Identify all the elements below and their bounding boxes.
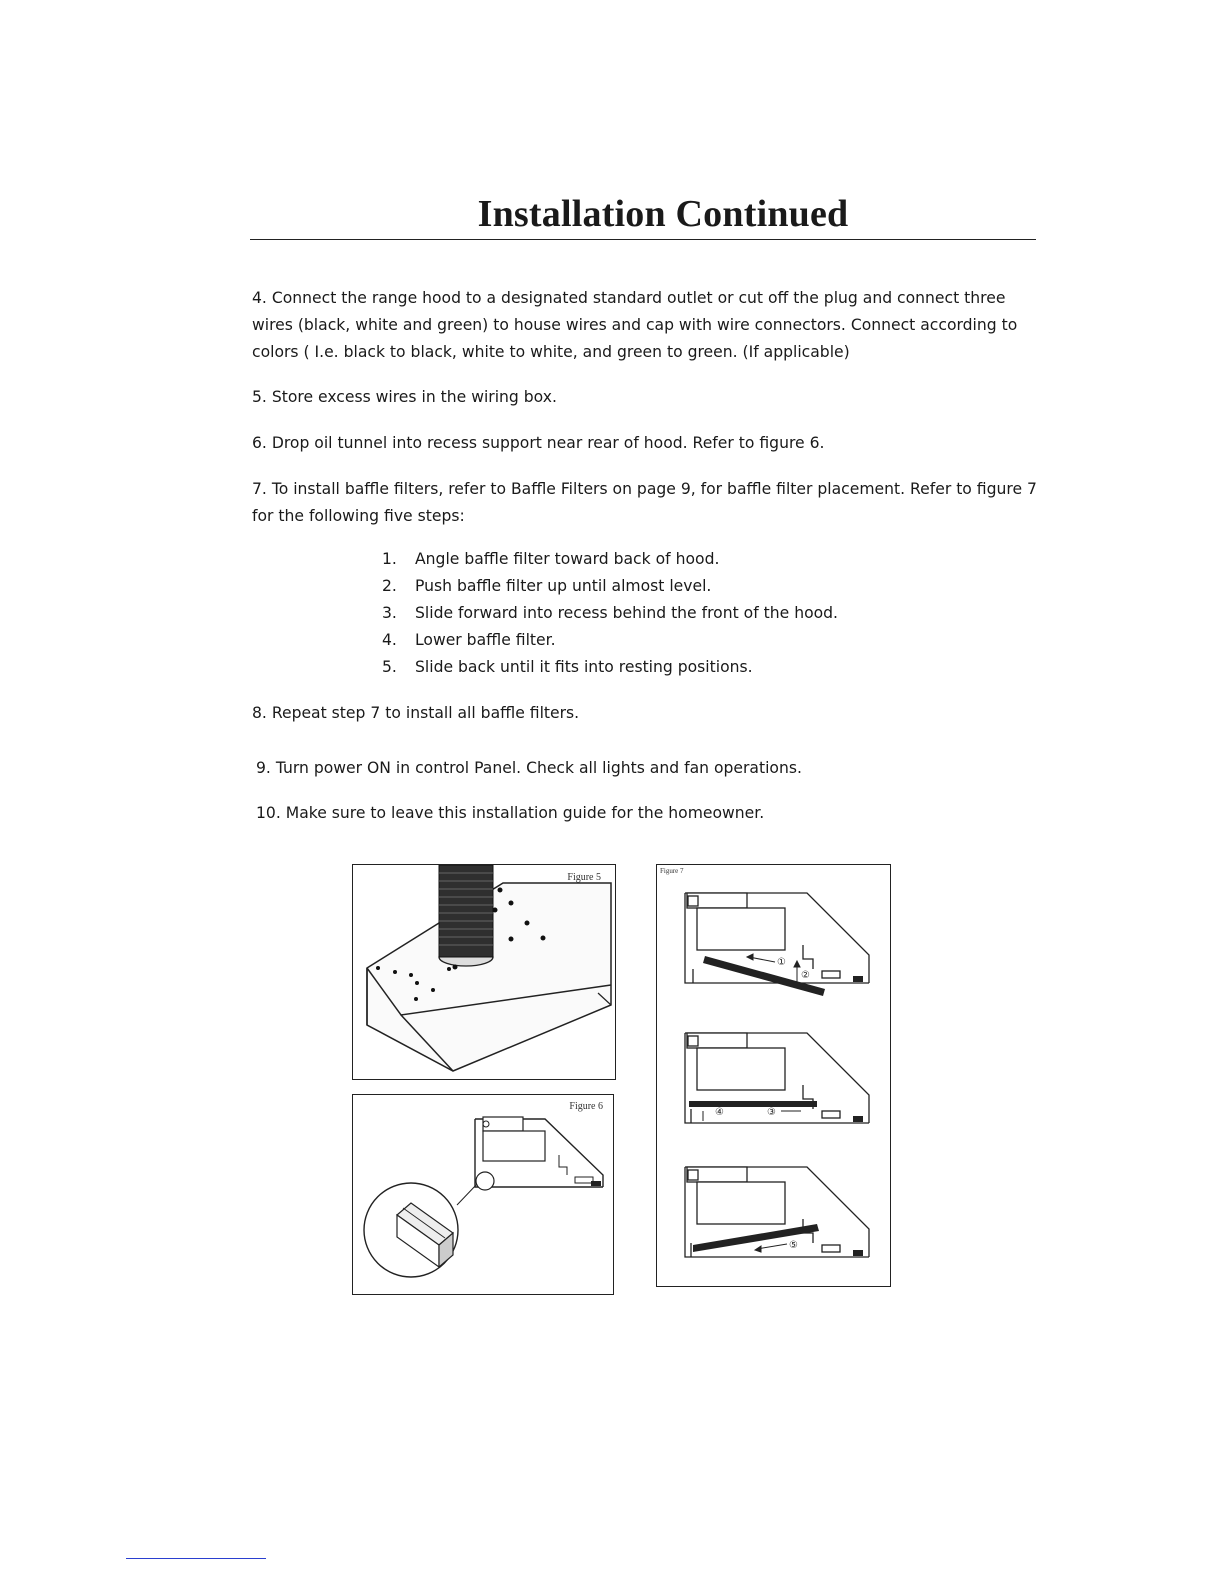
page-title: Installation Continued	[477, 193, 849, 235]
list-item-number: 1.	[382, 550, 397, 568]
list-item-text: Slide back until it fits into resting positions.	[415, 658, 753, 676]
range-hood-illustration	[353, 865, 614, 1078]
baffle-filter-steps	[252, 546, 1042, 681]
list-item-number: 2.	[382, 577, 397, 595]
figure-7-panel-2	[685, 1033, 869, 1123]
list-item	[252, 573, 1042, 600]
step-5-marker: ⑤	[789, 1240, 798, 1251]
list-item-text: Slide forward into recess behind the front of the hood.	[415, 604, 839, 622]
instructions	[252, 285, 1042, 827]
figure-5	[352, 864, 616, 1080]
instruction-step-5: 5. Store excess wires in the wiring box.	[252, 388, 557, 406]
list-item-number: 3.	[382, 604, 397, 622]
instruction-step-9: 9. Turn power ON in control Panel. Check all lights and fan operations.	[256, 759, 802, 777]
list-item-number: 5.	[382, 658, 397, 676]
list-item-text: Push baffle filter up until almost level.	[415, 577, 712, 595]
figure-6	[352, 1094, 614, 1295]
list-item-number: 4.	[382, 631, 397, 649]
instruction-step-10: 10. Make sure to leave this installation guide for the homeowner.	[256, 804, 765, 822]
instruction-step-6: 6. Drop oil tunnel into recess support near rear of hood. Refer to figure 6.	[252, 434, 825, 452]
step-1-marker: ①	[777, 957, 786, 968]
title-divider	[250, 239, 1036, 240]
instruction-step-7: 7. To install baffle filters, refer to Baffle Filters on page 9, for baffle filter placement. Refer to figure 7 for the following five steps:	[252, 480, 1037, 525]
figure-6-label: Figure 6	[569, 1101, 603, 1112]
list-item	[252, 627, 1042, 654]
list-item	[252, 654, 1042, 681]
step-4-marker: ④	[715, 1107, 724, 1118]
footer-link-underline	[126, 1558, 266, 1559]
step-3-marker: ③	[767, 1107, 776, 1118]
figure-7-label: Figure 7	[660, 867, 684, 875]
figure-5-label: Figure 5	[567, 872, 601, 883]
figure-7-panel-1	[685, 893, 869, 983]
list-item-text: Lower baffle filter.	[415, 631, 556, 649]
figure-7	[656, 864, 891, 1287]
instruction-step-8: 8. Repeat step 7 to install all baffle filters.	[252, 704, 580, 722]
step-2-marker: ②	[801, 970, 810, 981]
instruction-step-4: 4. Connect the range hood to a designated standard outlet or cut off the plug and connect three wires (black, white and green) to house wires and cap with wire connectors. Connect according to colors ( I.e. black to black, white to white, and green to green. (If applicable)	[252, 289, 1018, 361]
list-item	[252, 600, 1042, 627]
list-item-text: Angle baffle filter toward back of hood.	[415, 550, 720, 568]
list-item	[252, 546, 1042, 573]
oil-tunnel-illustration	[353, 1095, 612, 1293]
baffle-filter-steps-illustration	[657, 865, 890, 1286]
